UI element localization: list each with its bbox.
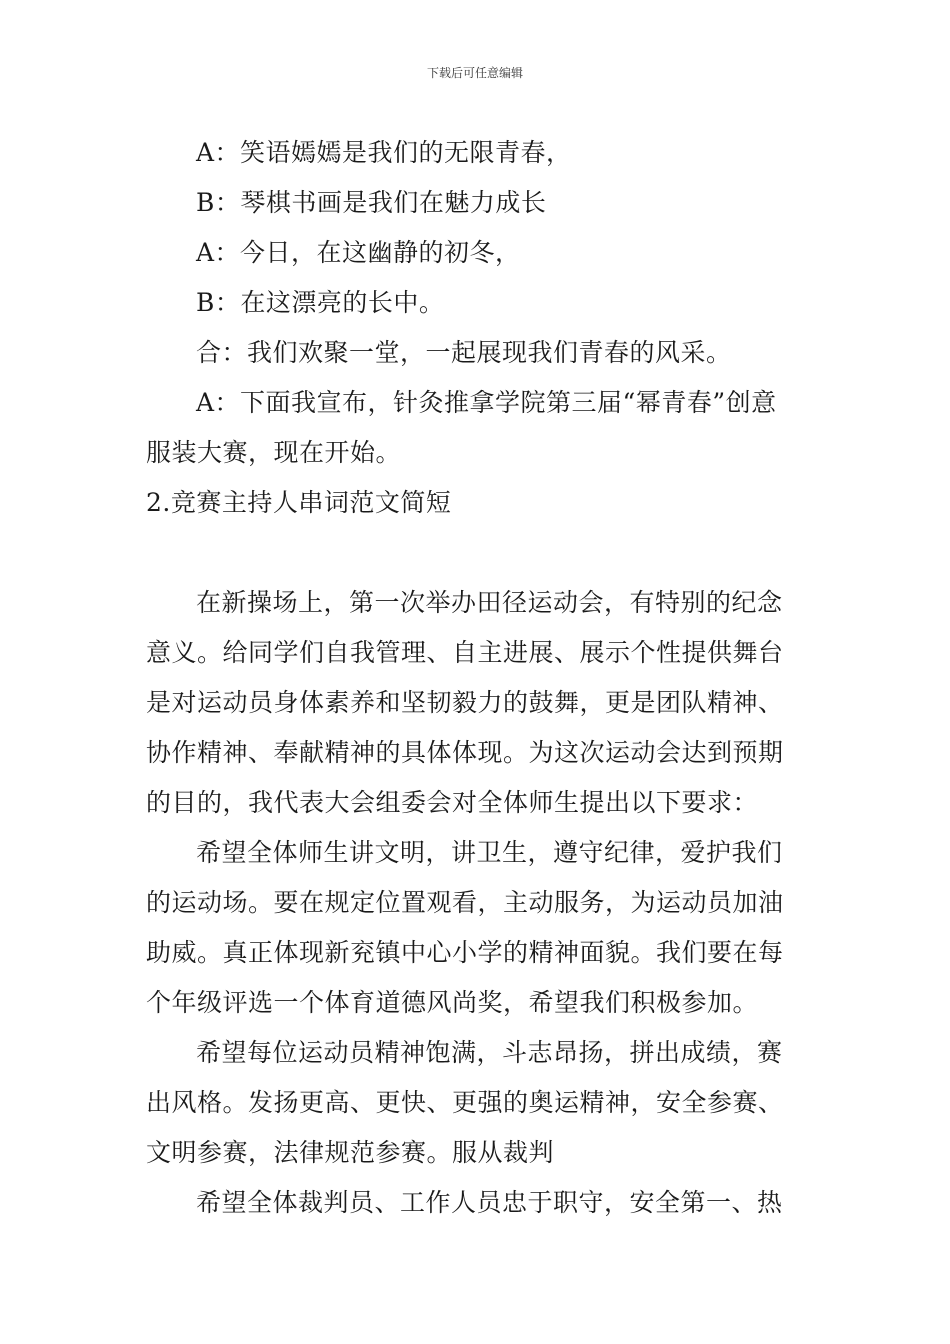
dialogue-line: A：今日，在这幽静的初冬， xyxy=(196,238,521,267)
paragraph-line: 协作精神、奉献精神的具体体现。为这次运动会达到预期 xyxy=(146,738,784,767)
paragraph-line: 希望全体裁判员、工作人员忠于职守，安全第一、热 xyxy=(196,1188,783,1217)
paragraph-line: 希望全体师生讲文明，讲卫生，遵守纪律，爱护我们 xyxy=(196,838,783,867)
dialogue-line: 合：我们欢聚一堂，一起展现我们青春的风采。 xyxy=(196,338,732,367)
paragraph-line: 文明参赛，法律规范参赛。服从裁判 xyxy=(146,1138,555,1167)
dialogue-line: B：在这漂亮的长中。 xyxy=(196,288,445,317)
paragraph-line: 出风格。发扬更高、更快、更强的奥运精神，安全参赛、 xyxy=(146,1088,784,1117)
blank-line xyxy=(146,528,808,578)
dialogue-line: 服装大赛，现在开始。 xyxy=(146,438,402,467)
dialogue-line: A：笑语嫣嫣是我们的无限青春， xyxy=(196,138,572,167)
paragraph-line: 助威。真正体现新兖镇中心小学的精神面貌。我们要在每 xyxy=(146,938,784,967)
paragraph-line: 的目的，我代表大会组委会对全体师生提出以下要求： xyxy=(146,788,759,817)
dialogue-line: A：下面我宣布，针灸推拿学院第三届“幂青春”创意 xyxy=(196,388,777,417)
paragraph-line: 意义。给同学们自我管理、自主进展、展示个性提供舞台 xyxy=(146,638,784,667)
paragraph-line: 希望每位运动员精神饱满，斗志昂扬，拼出成绩，赛 xyxy=(196,1038,783,1067)
paragraph-line: 个年级评选一个体育道德风尚奖，希望我们积极参加。 xyxy=(146,988,759,1017)
section-heading: 2.竞赛主持人串词范文简短 xyxy=(146,488,452,517)
paragraph-line: 的运动场。要在规定位置观看，主动服务，为运动员加油 xyxy=(146,888,784,917)
dialogue-line: B：琴棋书画是我们在魅力成长 xyxy=(196,188,547,217)
document-body xyxy=(146,128,808,1228)
page-header-note: 下载后可任意编辑 xyxy=(426,66,523,80)
paragraph-line: 是对运动员身体素养和坚韧毅力的鼓舞，更是团队精神、 xyxy=(146,688,784,717)
paragraph-line: 在新操场上，第一次举办田径运动会，有特别的纪念 xyxy=(196,588,783,617)
